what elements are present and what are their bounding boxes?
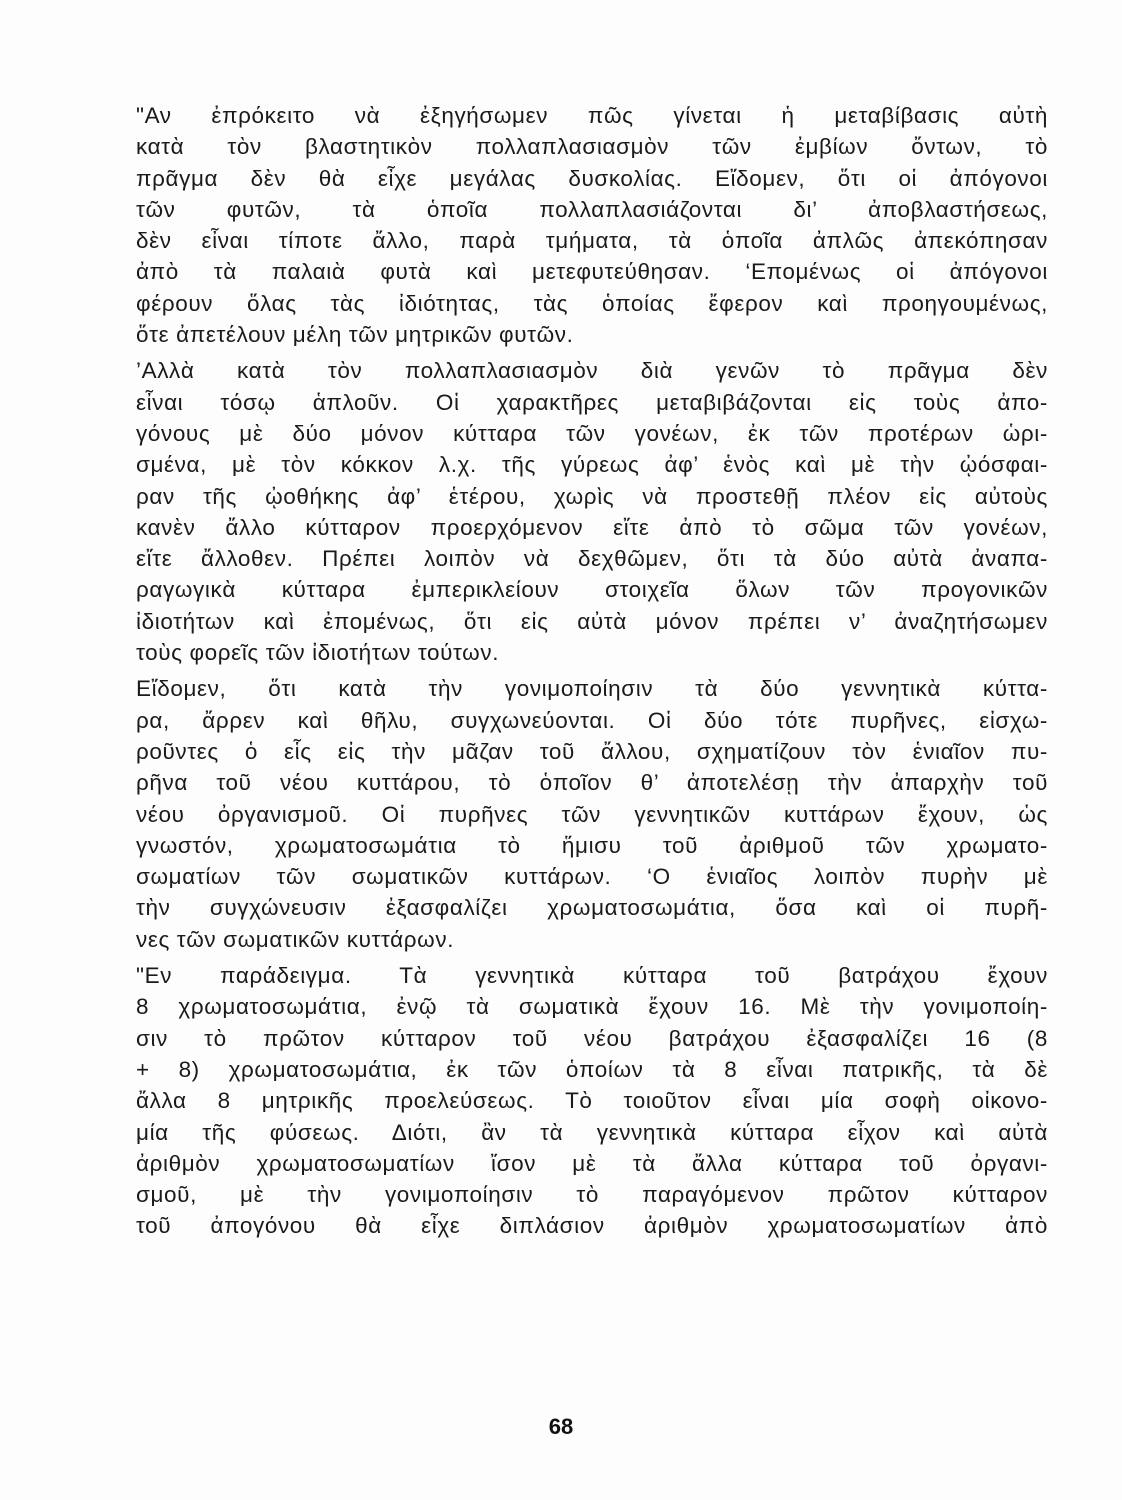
- paragraph-3: [136, 673, 1048, 955]
- text-line: τοὺς φορεῖς τῶν ἰδιοτήτων τούτων.: [136, 640, 500, 666]
- text-line: ἰδιοτήτων καὶ ἐπομένως, ὅτι εἰς αὐτὰ μόνον πρέπει ν’ ἀναζητήσωμεν: [136, 608, 1048, 634]
- text-line: ροῦντες ὁ εἷς εἰς τὴν μᾶζαν τοῦ ἄλλου, σχηματίζουν τὸν ἑνιαῖον πυ-: [136, 738, 1048, 764]
- paragraph-1: [136, 100, 1048, 350]
- text-line: ρῆνα τοῦ νέου κυττάρου, τὸ ὁποῖον θ’ ἀποτελέσῃ τὴν ἀπαρχὴν τοῦ: [136, 770, 1048, 796]
- text-line: σιν τὸ πρῶτον κύτταρον τοῦ νέου βατράχου ἐξασφαλίζει 16 (8: [136, 1025, 1048, 1051]
- body-text: [136, 100, 1048, 1242]
- text-line: σμοῦ, μὲ τὴν γονιμοποίησιν τὸ παραγόμενον πρῶτον κύτταρον: [136, 1182, 1048, 1208]
- text-line: ραν τῆς ᾠοθήκης ἀφ’ ἑτέρου, χωρὶς νὰ προστεθῇ πλέον εἰς αὐτοὺς: [136, 483, 1048, 509]
- text-line: κατὰ τὸν βλαστητικὸν πολλαπλασιασμὸν τῶν ἐμβίων ὄντων, τὸ: [136, 134, 1048, 160]
- text-line: Εἴδομεν, ὅτι κατὰ τὴν γονιμοποίησιν τὰ δύο γεννητικὰ κύττα-: [136, 676, 1048, 702]
- text-line: εἴτε ἄλλοθεν. Πρέπει λοιπὸν νὰ δεχθῶμεν, ὅτι τὰ δύο αὐτὰ ἀναπα-: [136, 546, 1048, 572]
- paragraph-4: [136, 960, 1048, 1242]
- text-line: σμένα, μὲ τὸν κόκκον λ.χ. τῆς γύρεως ἀφ’ ἑνὸς καὶ μὲ τὴν ᾠόσφαι-: [136, 452, 1048, 478]
- text-line: "Αν ἐπρόκειτο νὰ ἐξηγήσωμεν πῶς γίνεται ἡ μεταβίβασις αὐτὴ: [136, 103, 1048, 128]
- text-line: νες τῶν σωματικῶν κυττάρων.: [136, 926, 455, 952]
- text-line: γόνους μὲ δύο μόνον κύτταρα τῶν γονέων, ἐκ τῶν προτέρων ὡρι-: [136, 420, 1048, 446]
- text-line: ἀριθμὸν χρωματοσωματίων ἴσον μὲ τὰ ἄλλα κύτταρα τοῦ ὀργανι-: [136, 1150, 1048, 1176]
- text-line: τὴν συγχώνευσιν ἐξασφαλίζει χρωματοσωμάτια, ὅσα καὶ οἱ πυρῆ-: [136, 895, 1048, 921]
- text-line: τοῦ ἀπογόνου θὰ εἶχε διπλάσιον ἀριθμὸν χρωματοσωματίων ἀπὸ: [136, 1213, 1048, 1239]
- paragraph-2: [136, 355, 1048, 668]
- page-number: 68: [548, 1414, 574, 1439]
- text-line: ἀπὸ τὰ παλαιὰ φυτὰ καὶ μετεφυτεύθησαν. ‘Επομένως οἱ ἀπόγονοι: [136, 259, 1048, 285]
- text-line: ὅτε ἀπετέλουν μέλη τῶν μητρικῶν φυτῶν.: [136, 322, 574, 348]
- text-line: φέρουν ὅλας τὰς ἰδιότητας, τὰς ὁποίας ἔφερον καὶ προηγουμένως,: [136, 290, 1048, 316]
- text-line: πρᾶγμα δὲν θὰ εἶχε μεγάλας δυσκολίας. Εἴδομεν, ὅτι οἱ ἀπόγονοι: [136, 165, 1048, 191]
- text-line: γνωστόν, χρωματοσωμάτια τὸ ἥμισυ τοῦ ἀριθμοῦ τῶν χρωματο-: [136, 832, 1048, 858]
- text-line: εἶναι τόσῳ ἁπλοῦν. Οἱ χαρακτῆρες μεταβιβάζονται εἰς τοὺς ἀπο-: [136, 389, 1048, 415]
- text-line: δὲν εἶναι τίποτε ἄλλο, παρὰ τμήματα, τὰ ὁποῖα ἀπλῶς ἀπεκόπησαν: [136, 228, 1048, 254]
- text-line: ρα, ἄρρεν καὶ θῆλυ, συγχωνεύονται. Οἱ δύο τότε πυρῆνες, εἰσχω-: [136, 707, 1048, 733]
- text-line: ἄλλα 8 μητρικῆς προελεύσεως. Τὸ τοιοῦτον εἶναι μία σοφὴ οἰκονο-: [136, 1088, 1048, 1114]
- text-line: "Εν παράδειγμα. Τὰ γεννητικὰ κύτταρα τοῦ βατράχου ἔχουν: [136, 963, 1048, 989]
- text-line: + 8) χρωματοσωμάτια, ἐκ τῶν ὁποίων τὰ 8 εἶναι πατρικῆς, τὰ δὲ: [136, 1056, 1048, 1082]
- text-line: ραγωγικὰ κύτταρα ἐμπερικλείουν στοιχεῖα ὅλων τῶν προγονικῶν: [136, 577, 1048, 603]
- text-line: 8 χρωματοσωμάτια, ἐνῷ τὰ σωματικὰ ἔχουν 16. Μὲ τὴν γονιμοποίη-: [136, 994, 1048, 1020]
- text-line: τῶν φυτῶν, τὰ ὁποῖα πολλαπλασιάζονται δι’ ἀποβλαστήσεως,: [136, 196, 1048, 222]
- text-line: σωματίων τῶν σωματικῶν κυττάρων. ‘Ο ἑνιαῖος λοιπὸν πυρὴν μὲ: [136, 864, 1048, 890]
- text-line: μία τῆς φύσεως. Διότι, ἂν τὰ γεννητικὰ κύτταρα εἶχον καὶ αὐτὰ: [136, 1119, 1048, 1145]
- text-line: κανὲν ἄλλο κύτταρον προερχόμενον εἴτε ἀπὸ τὸ σῶμα τῶν γονέων,: [136, 514, 1048, 540]
- text-line: νέου ὀργανισμοῦ. Οἱ πυρῆνες τῶν γεννητικῶν κυττάρων ἔχουν, ὡς: [136, 801, 1048, 827]
- text-line: ’Αλλὰ κατὰ τὸν πολλαπλασιασμὸν διὰ γενῶν τὸ πρᾶγμα δὲν: [136, 358, 1048, 384]
